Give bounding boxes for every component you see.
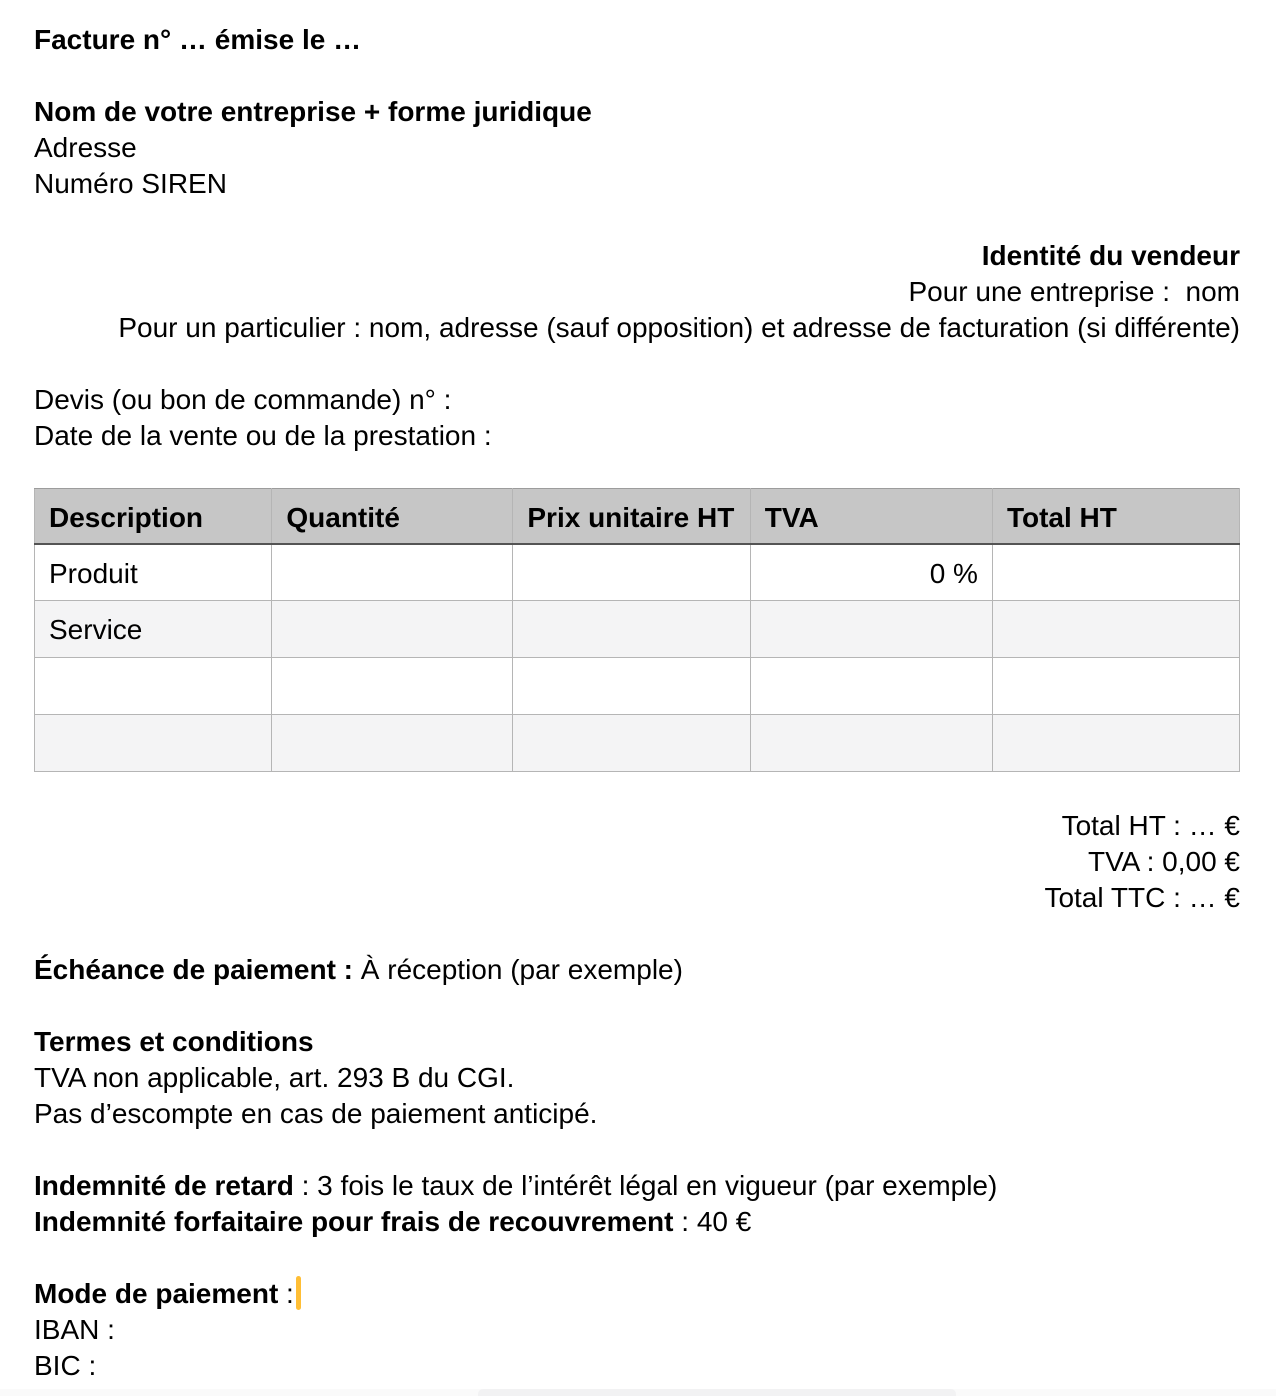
header-description: Description xyxy=(35,489,272,544)
dock-top-edge xyxy=(478,1389,956,1396)
payment-method-label: Mode de paiement xyxy=(34,1278,279,1309)
table-header-row xyxy=(35,489,1240,544)
table-cell[interactable]: 0 % xyxy=(750,544,992,601)
late-fee-label: Indemnité de retard xyxy=(34,1170,294,1201)
late-fee-line xyxy=(34,1168,1240,1204)
payment-due-line xyxy=(34,952,1240,988)
totals-block xyxy=(34,808,1240,916)
blank-line xyxy=(34,346,1240,382)
blank-line xyxy=(34,916,1240,952)
flat-fee-line xyxy=(34,1204,1240,1240)
sale-date-line: Date de la vente ou de la prestation : xyxy=(34,420,492,451)
table-cell[interactable] xyxy=(750,601,992,658)
blank-line xyxy=(34,988,1240,1024)
table-cell[interactable] xyxy=(35,658,272,715)
table-cell[interactable] xyxy=(35,715,272,772)
table-cell[interactable] xyxy=(513,601,750,658)
vendor-identity-company-line: Pour une entreprise : nom xyxy=(908,276,1240,307)
terms-heading: Termes et conditions xyxy=(34,1026,314,1057)
blank-line xyxy=(34,58,1240,94)
terms-block xyxy=(34,1024,1240,1132)
payment-method-block xyxy=(34,1276,1240,1384)
table-row xyxy=(35,715,1240,772)
quote-number-line: Devis (ou bon de commande) n° : xyxy=(34,384,452,415)
iban-line: IBAN : xyxy=(34,1314,115,1345)
terms-discount-line: Pas d’escompte en cas de paiement anticipé. xyxy=(34,1098,598,1129)
table-cell[interactable] xyxy=(272,658,513,715)
vendor-identity-heading: Identité du vendeur xyxy=(981,240,1240,271)
tva-total-line: TVA : 0,00 € xyxy=(1087,846,1240,877)
table-cell[interactable] xyxy=(272,544,513,601)
table-cell[interactable] xyxy=(992,658,1239,715)
late-fee-value: : 3 fois le taux de l’intérêt légal en vigueur (par exemple) xyxy=(293,1170,998,1201)
table-cell[interactable] xyxy=(992,601,1239,658)
payment-due-label: Échéance de paiement : xyxy=(34,954,354,985)
payment-due-value: À réception (par exemple) xyxy=(353,954,683,985)
blank-line xyxy=(34,1240,1240,1276)
header-total-ht: Total HT xyxy=(992,489,1239,544)
invoice-title: Facture n° … émise le … xyxy=(34,24,362,55)
seller-block xyxy=(34,94,1240,202)
seller-address-line: Adresse xyxy=(34,132,137,163)
table-cell[interactable] xyxy=(513,715,750,772)
flat-fee-label: Indemnité forfaitaire pour frais de recouvrement xyxy=(34,1206,674,1237)
total-ht-line: Total HT : … € xyxy=(1061,810,1240,841)
vendor-identity-individual-line: Pour un particulier : nom, adresse (sauf opposition) et adresse de facturation (si différente) xyxy=(118,312,1240,343)
blank-line xyxy=(34,202,1240,238)
payment-method-line[interactable] xyxy=(34,1276,1240,1312)
bic-line: BIC : xyxy=(34,1350,97,1381)
late-fees-block xyxy=(34,1168,1240,1240)
table-cell[interactable] xyxy=(750,658,992,715)
header-tva: TVA xyxy=(750,489,992,544)
table-row xyxy=(35,601,1240,658)
seller-company-line: Nom de votre entreprise + forme juridique xyxy=(34,96,592,127)
table-cell[interactable] xyxy=(513,544,750,601)
order-block xyxy=(34,382,1240,454)
header-unit-price: Prix unitaire HT xyxy=(513,489,750,544)
invoice-items-table xyxy=(34,488,1240,772)
payment-method-colon: : xyxy=(278,1278,294,1309)
flat-fee-value: : 40 € xyxy=(673,1206,752,1237)
table-cell[interactable]: Produit xyxy=(35,544,272,601)
blank-line xyxy=(34,1132,1240,1168)
table-cell[interactable] xyxy=(272,715,513,772)
table-cell[interactable] xyxy=(992,544,1239,601)
table-row xyxy=(35,658,1240,715)
table-cell[interactable] xyxy=(750,715,992,772)
table-cell[interactable] xyxy=(513,658,750,715)
table-cell[interactable] xyxy=(992,715,1239,772)
table-cell[interactable]: Service xyxy=(35,601,272,658)
table-cell[interactable] xyxy=(272,601,513,658)
total-ttc-line: Total TTC : … € xyxy=(1044,882,1240,913)
text-cursor-caret xyxy=(296,1276,301,1310)
terms-vat-line: TVA non applicable, art. 293 B du CGI. xyxy=(34,1062,515,1093)
table-row xyxy=(35,544,1240,601)
vendor-identity-block xyxy=(34,238,1240,346)
header-quantity: Quantité xyxy=(272,489,513,544)
seller-siren-line: Numéro SIREN xyxy=(34,168,227,199)
